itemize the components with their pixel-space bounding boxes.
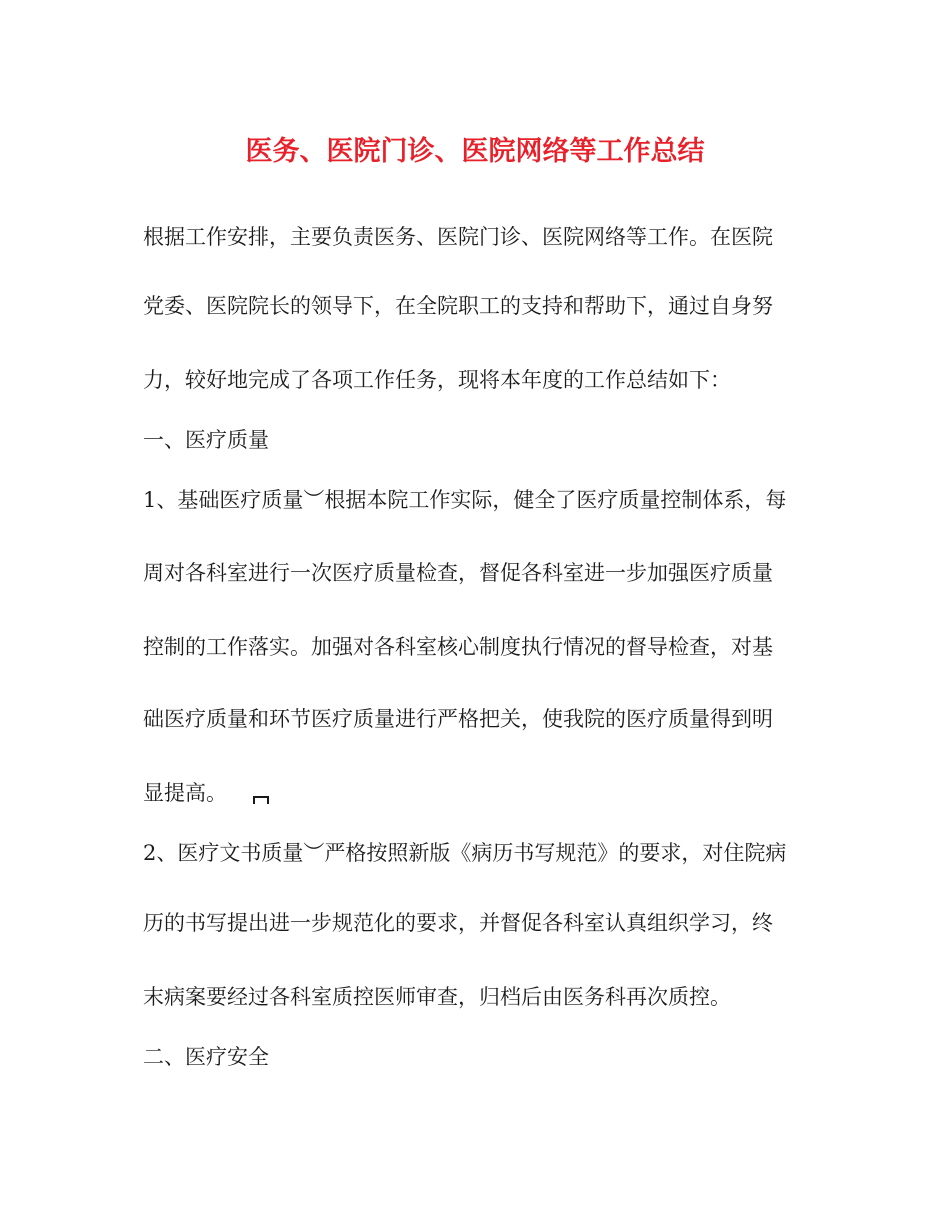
paragraph-line: 力，较好地完成了各项工作任务，现将本年度的工作总结如下： [143,368,731,392]
section-heading: 一、医疗质量 [143,428,269,452]
paragraph-line: 础医疗质量和环节医疗质量进行严格把关，使我院的医疗质量得到明 [143,707,773,731]
bracket-mark-icon [253,796,269,804]
paragraph-line: 周对各科室进行一次医疗质量检查，督促各科室进一步加强医疗质量 [143,561,773,585]
section-heading: 二、医疗安全 [143,1045,269,1069]
paragraph-line-text: 显提高。 [143,781,227,805]
document-title: 医务、医院门诊、医院网络等工作总结 [245,136,705,167]
paragraph-line: 党委、医院院长的领导下，在全院职工的支持和帮助下，通过自身努 [143,294,773,318]
paragraph-line: 控制的工作落实。加强对各科室核心制度执行情况的督导检查，对基 [143,635,773,659]
paragraph-line: 根据工作安排，主要负责医务、医院门诊、医院网络等工作。在医院 [143,225,773,249]
paragraph-line: 2、医疗文书质量︶严格按照新版《病历书写规范》的要求，对住院病 [143,841,787,865]
paragraph-line-with-mark [143,778,269,808]
paragraph-line: 历的书写提出进一步规范化的要求，并督促各科室认真组织学习，终 [143,911,773,935]
paragraph-line: 1、基础医疗质量︶根据本院工作实际，健全了医疗质量控制体系，每 [143,488,787,512]
paragraph-line: 末病案要经过各科室质控医师审查，归档后由医务科再次质控。 [143,985,731,1009]
